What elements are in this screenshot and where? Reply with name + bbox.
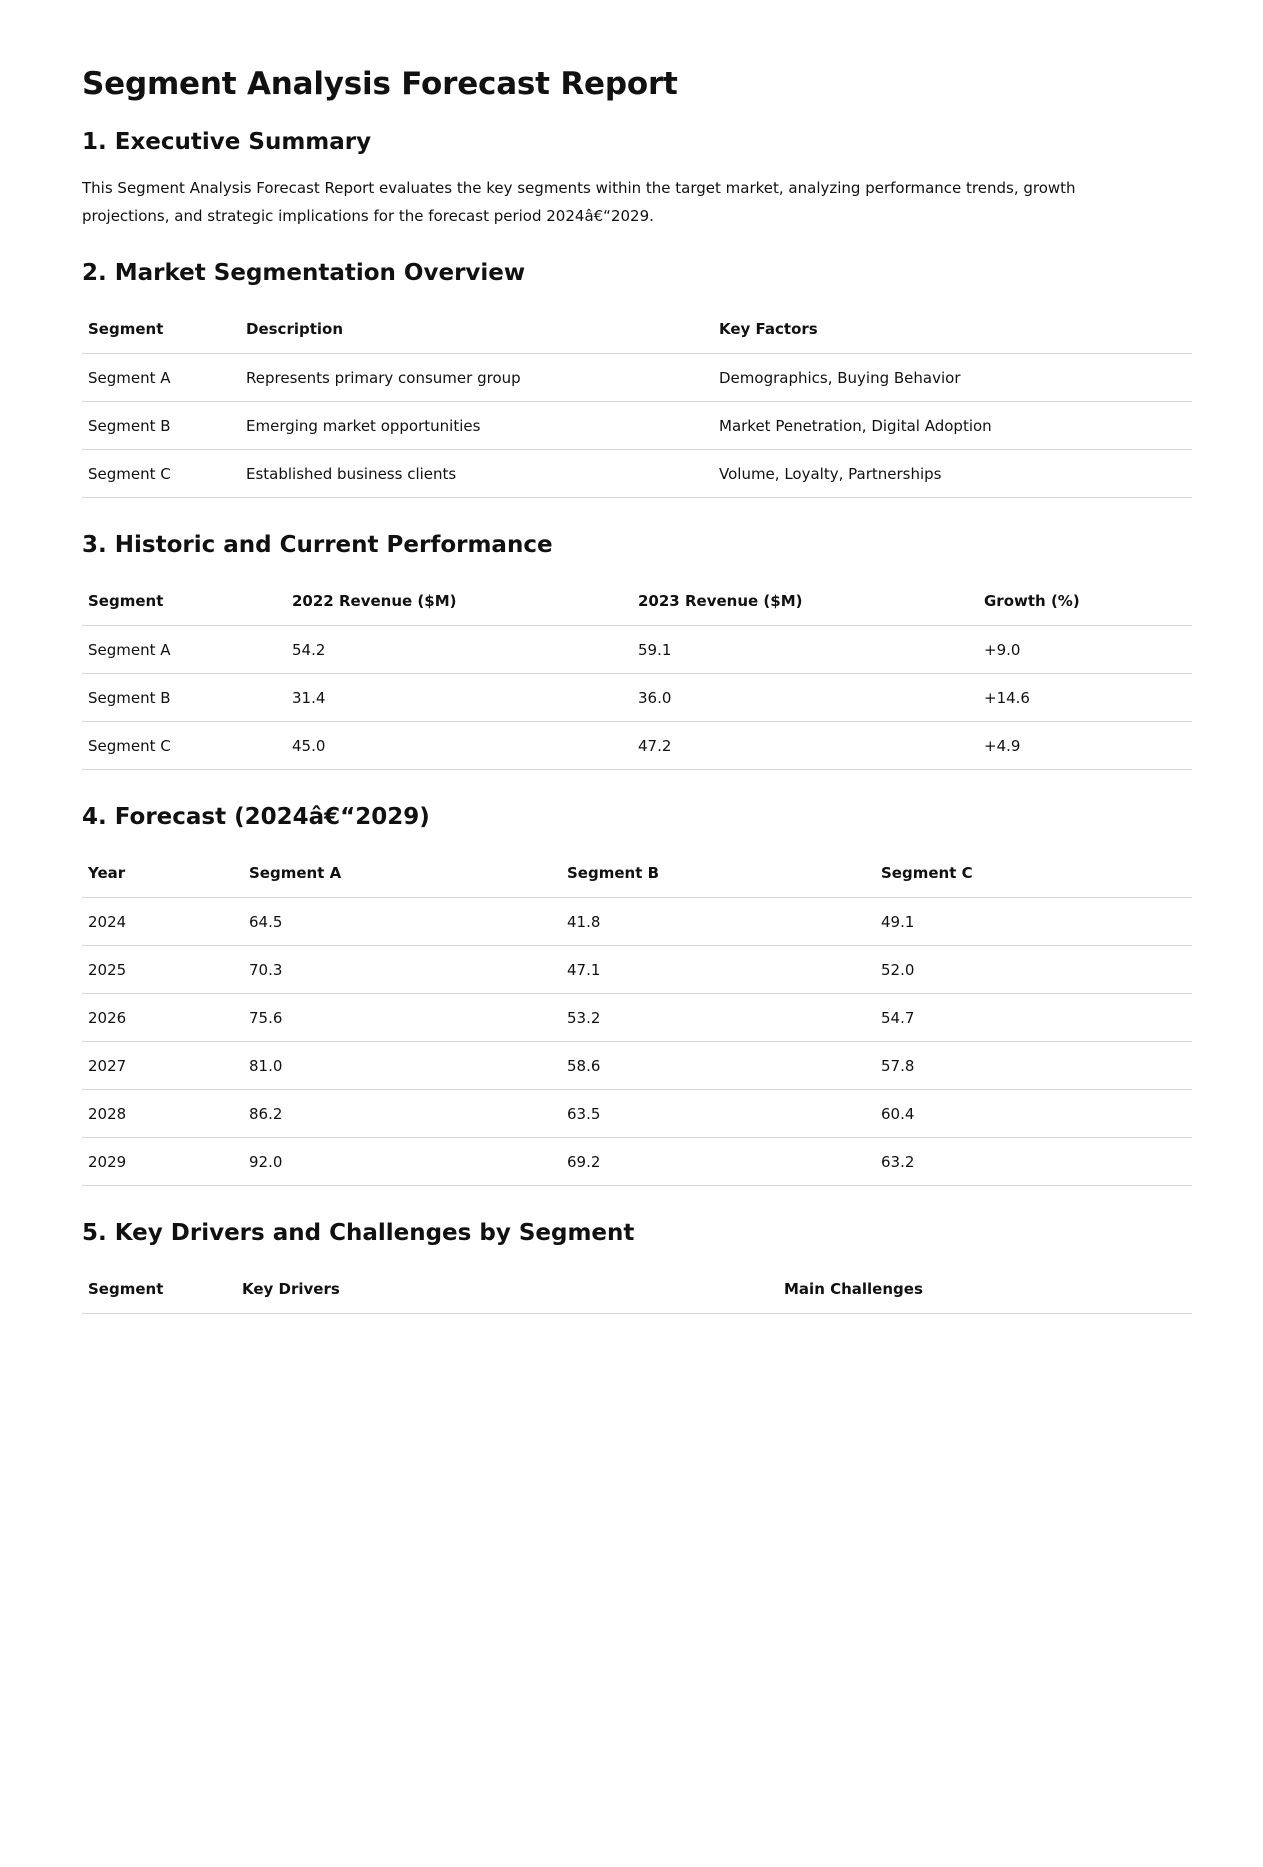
table-cell: Segment A	[82, 354, 240, 402]
table-cell: 2029	[82, 1138, 243, 1186]
table-cell: 63.2	[875, 1138, 1192, 1186]
table-cell: 2024	[82, 898, 243, 946]
report-title: Segment Analysis Forecast Report	[82, 66, 678, 102]
table-cell: 31.4	[286, 674, 632, 722]
table-cell: 49.1	[875, 898, 1192, 946]
table-cell: 81.0	[243, 1042, 561, 1090]
table-cell: 69.2	[561, 1138, 875, 1186]
drivers-heading: 5. Key Drivers and Challenges by Segment	[82, 1220, 635, 1246]
table-cell: 57.8	[875, 1042, 1192, 1090]
column-header: Main Challenges	[778, 1265, 1192, 1314]
column-header: Year	[82, 849, 243, 898]
table-row	[82, 946, 1192, 994]
table-cell: 45.0	[286, 722, 632, 770]
table-cell: 53.2	[561, 994, 875, 1042]
executive-summary-text: This Segment Analysis Forecast Report evaluates the key segments within the target market, analyzing performance trends, growth projections, and strategic implications for the forecast period 2024â€“2029.	[82, 179, 1076, 225]
table-cell: 64.5	[243, 898, 561, 946]
column-header: 2022 Revenue ($M)	[286, 577, 632, 626]
table-cell: 58.6	[561, 1042, 875, 1090]
table-row	[82, 722, 1192, 770]
table-cell: +14.6	[978, 674, 1192, 722]
table-cell: 70.3	[243, 946, 561, 994]
table-cell: 47.2	[632, 722, 978, 770]
table-cell: 63.5	[561, 1090, 875, 1138]
table-cell: 2028	[82, 1090, 243, 1138]
table-cell: Segment B	[82, 674, 286, 722]
table-cell: 54.7	[875, 994, 1192, 1042]
table-cell: 2025	[82, 946, 243, 994]
table-header-row	[82, 305, 1192, 354]
table-header-row	[82, 849, 1192, 898]
forecast-heading: 4. Forecast (2024â€“2029)	[82, 804, 430, 830]
table-row	[82, 1090, 1192, 1138]
table-cell: +4.9	[978, 722, 1192, 770]
table-row	[82, 402, 1192, 450]
column-header: Key Factors	[713, 305, 1192, 354]
table-cell: +9.0	[978, 626, 1192, 674]
table-cell: 36.0	[632, 674, 978, 722]
segmentation-heading: 2. Market Segmentation Overview	[82, 260, 526, 286]
table-header-row	[82, 1265, 1192, 1314]
table-row	[82, 450, 1192, 498]
table-cell: Represents primary consumer group	[240, 354, 713, 402]
performance-heading: 3. Historic and Current Performance	[82, 532, 553, 558]
column-header: Segment	[82, 1265, 236, 1314]
table-cell: Segment C	[82, 450, 240, 498]
table-cell: Established business clients	[240, 450, 713, 498]
table-cell: 75.6	[243, 994, 561, 1042]
table-row	[82, 674, 1192, 722]
column-header: Segment	[82, 305, 240, 354]
table-cell: Segment A	[82, 626, 286, 674]
column-header: Growth (%)	[978, 577, 1192, 626]
table-cell: 2027	[82, 1042, 243, 1090]
table-cell: Market Penetration, Digital Adoption	[713, 402, 1192, 450]
table-cell: Segment C	[82, 722, 286, 770]
column-header: Segment A	[243, 849, 561, 898]
table-row	[82, 1138, 1192, 1186]
forecast-table	[82, 849, 1192, 1186]
column-header: Segment C	[875, 849, 1192, 898]
table-row	[82, 898, 1192, 946]
table-cell: 54.2	[286, 626, 632, 674]
table-row	[82, 994, 1192, 1042]
table-cell: 60.4	[875, 1090, 1192, 1138]
column-header: Segment B	[561, 849, 875, 898]
table-cell: Demographics, Buying Behavior	[713, 354, 1192, 402]
column-header: 2023 Revenue ($M)	[632, 577, 978, 626]
table-cell: 52.0	[875, 946, 1192, 994]
column-header: Description	[240, 305, 713, 354]
table-cell: 86.2	[243, 1090, 561, 1138]
table-row	[82, 626, 1192, 674]
table-cell: 59.1	[632, 626, 978, 674]
executive-summary-heading: 1. Executive Summary	[82, 129, 372, 155]
table-cell: Emerging market opportunities	[240, 402, 713, 450]
table-cell: Volume, Loyalty, Partnerships	[713, 450, 1192, 498]
table-cell: 41.8	[561, 898, 875, 946]
table-cell: 92.0	[243, 1138, 561, 1186]
table-header-row	[82, 577, 1192, 626]
column-header: Segment	[82, 577, 286, 626]
column-header: Key Drivers	[236, 1265, 778, 1314]
table-cell: Segment B	[82, 402, 240, 450]
table-cell: 2026	[82, 994, 243, 1042]
table-row	[82, 1042, 1192, 1090]
segmentation-table	[82, 305, 1192, 498]
performance-table	[82, 577, 1192, 770]
table-row	[82, 354, 1192, 402]
drivers-table	[82, 1265, 1192, 1314]
table-cell: 47.1	[561, 946, 875, 994]
